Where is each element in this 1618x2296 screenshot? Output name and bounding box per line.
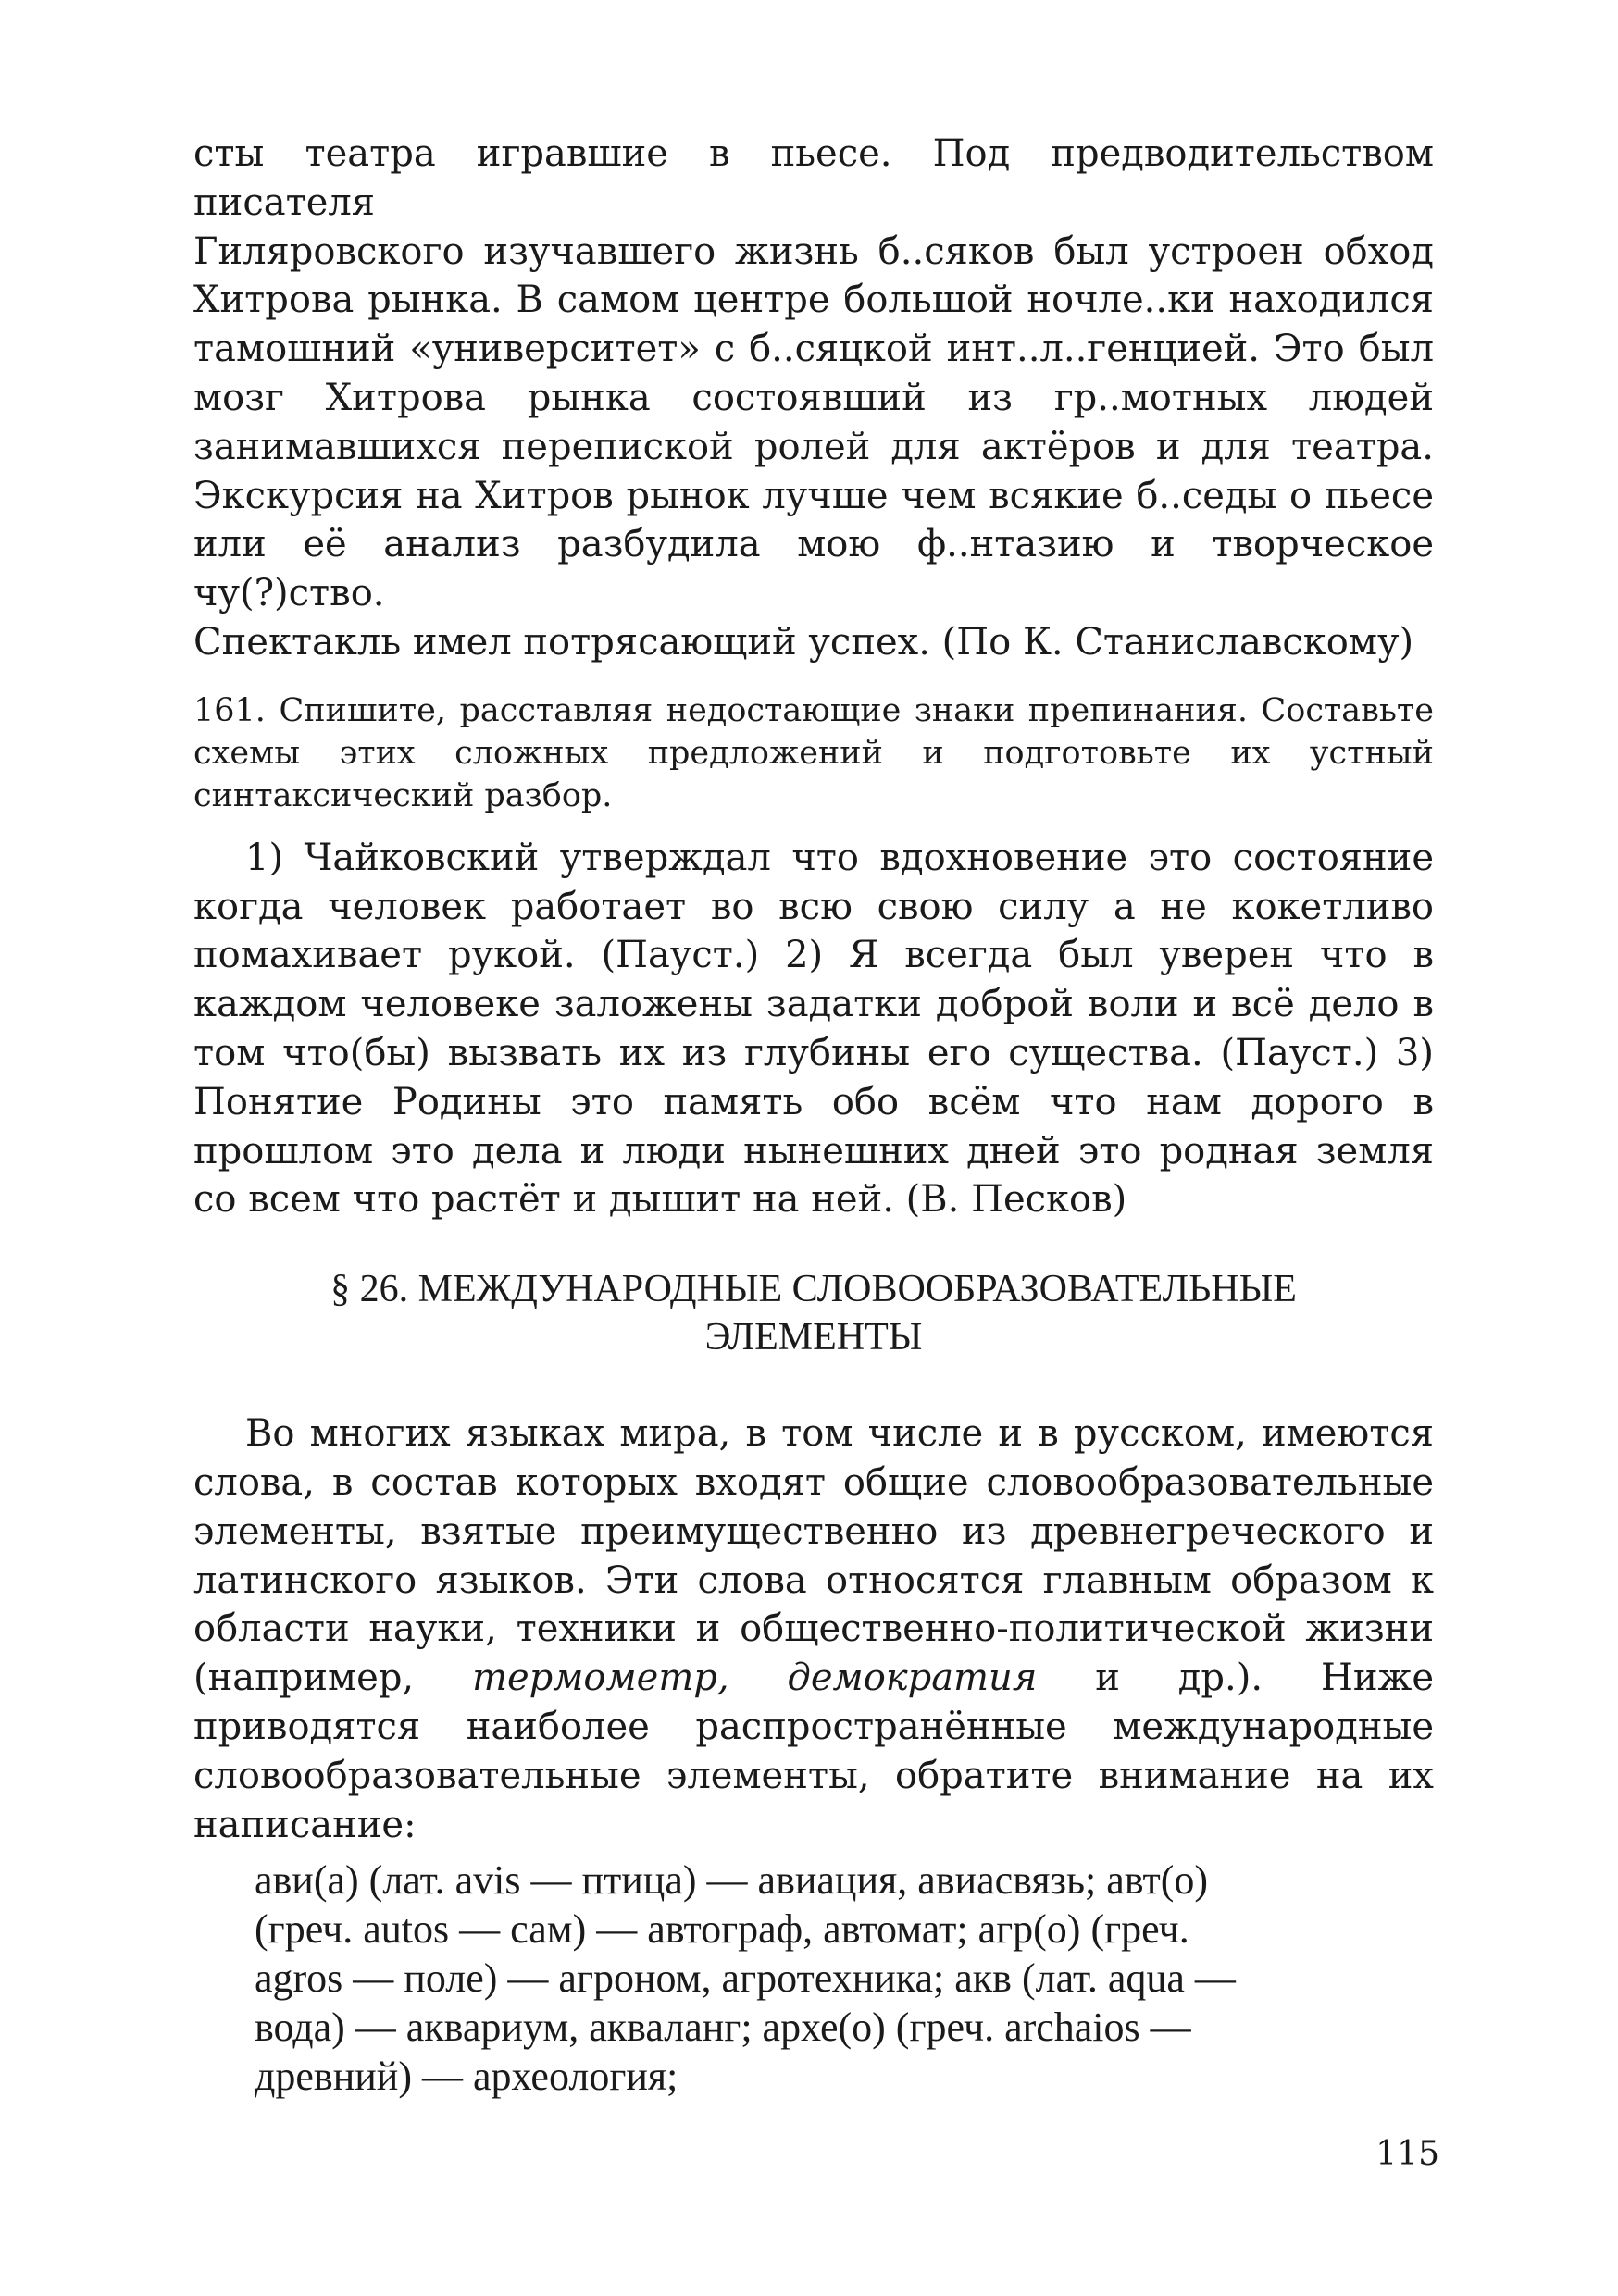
section-title-line2: ЭЛЕМЕНТЫ: [704, 1316, 923, 1359]
story-line: или её анализ разбудила мою ф..нтазию и творческое чу(?)ство.: [193, 523, 1434, 615]
elements-list: [255, 1856, 1375, 2101]
story-line: Хитрова рынка. В самом центре большой ночле..ки находился: [193, 279, 1434, 322]
intro-part1: Во многих языках мира, в том числе и в русском, имеются слова, в состав которых входят общие словообразовательные элементы, взятые преимущественно из древнегреческого и латинского языков. Эти слова относятся главным образом к области науки, техники и общественно-политической жизни (например,: [193, 1412, 1434, 1700]
elements-line: ави(а) (лат. avis — птица) — авиация, авиасвязь; авт(о): [255, 1857, 1209, 1904]
section-title-line1: § 26. МЕЖДУНАРОДНЫЕ СЛОВООБРАЗОВАТЕЛЬНЫЕ: [330, 1268, 1297, 1311]
story-paragraph: [193, 130, 1434, 667]
intro-part2: и др.). Ниже приводятся наиболее распространённые международные словообразовательные элементы, обратите внимание на их написание:: [193, 1657, 1434, 1846]
elements-line: (греч. autos — сам) — автограф, автомат; агр(о) (греч.: [255, 1906, 1189, 1953]
story-line: Экскурсия на Хитров рынок лучше чем всякие б..седы о пьесе: [193, 474, 1434, 517]
intro-paragraph: [193, 1409, 1434, 1849]
story-line: Спектакль имел потрясающий успех. (По К. Станиславскому): [193, 620, 1414, 664]
elements-line: древний) — археология;: [255, 2053, 678, 2099]
story-line: мозг Хитрова рынка состоявший из гр..мотных людей: [193, 376, 1434, 419]
elements-line: agros — поле) — агроном, агротехника; акв (лат. aqua —: [255, 1955, 1236, 2001]
elements-line: вода) — аквариум, акваланг; архе(о) (греч. archaios —: [255, 2004, 1191, 2050]
story-line: тамошний «университет» с б..сяцкой инт..л..генцией. Это был: [193, 328, 1434, 371]
exercise-text: 1) Чайковский утверждал что вдохновение это состояние когда человек работает во всю свою силу а не кокетливо помахивает рукой. (Пауст.) 2) Я всегда был уверен что в каждом человеке заложены задатки доброй воли и всё дело в том что(бы) вызвать их из глубины его существа. (Пауст.) 3) Понятие Родины это память обо всём что нам дорого в прошлом это дела и люди нынешних дней это родная земля со всем что растёт и дышит на ней. (В. Песков): [193, 836, 1434, 1222]
task-161: 161. Спишите, расставляя недостающие знаки препинания. Составьте схемы этих сложных предложений и подготовьте их устный синтаксический разбор.: [193, 691, 1434, 814]
section-title: [193, 1265, 1434, 1361]
story-line: Гиляровского изучавшего жизнь б..сяков был устроен обход: [193, 230, 1434, 273]
page-number: 115: [1375, 2135, 1439, 2173]
story-line: занимавшихся перепиской ролей для актёров и для театра.: [193, 425, 1434, 468]
story-line: сты театра игравшие в пьесе. Под предводительством писателя: [193, 132, 1434, 224]
page-content: [193, 130, 1434, 2101]
intro-italic-examples: термометр, демократия: [472, 1657, 1038, 1700]
